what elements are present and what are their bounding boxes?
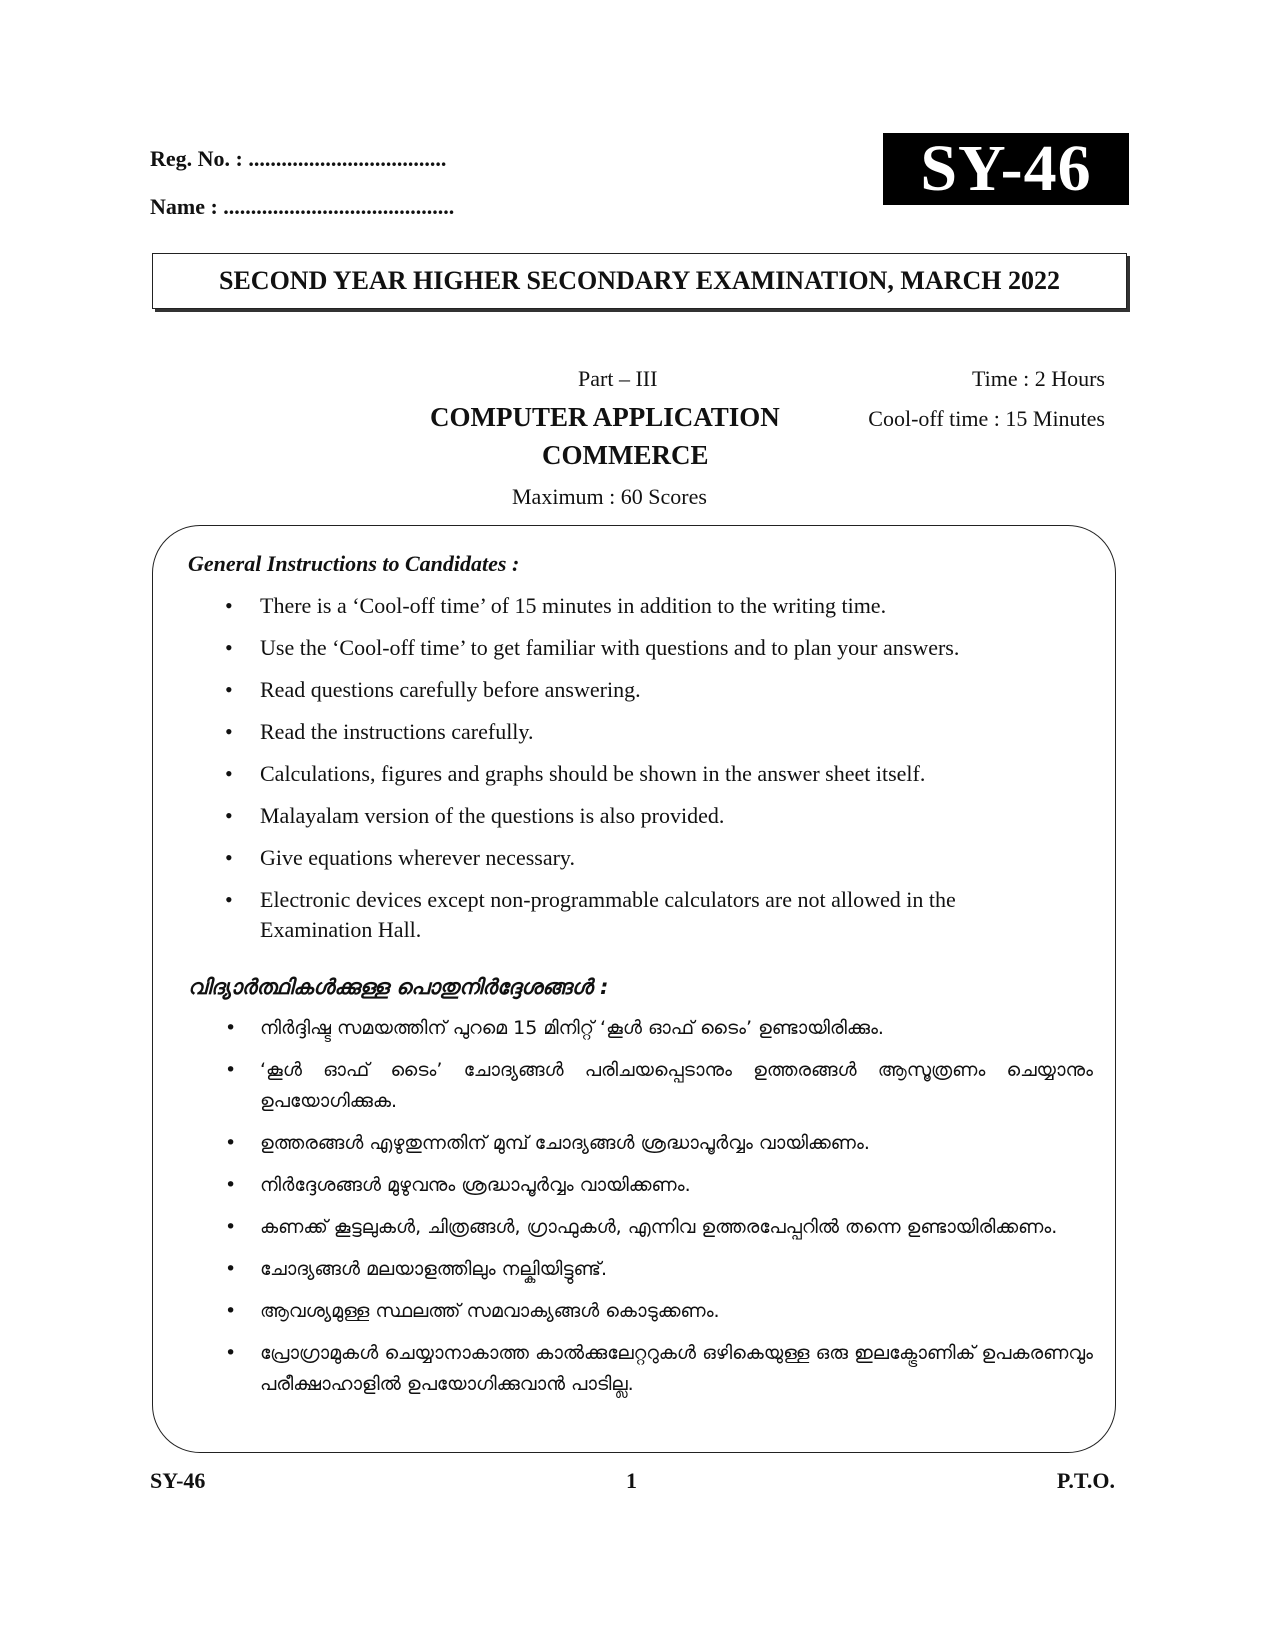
part-label: Part – III [578, 366, 658, 391]
list-item: • ആവശ്യമുള്ള സ്ഥലത്ത് സമവാക്യങ്ങൾ കൊടുക്കണം. [188, 1296, 1093, 1327]
list-item: • കണക്ക് കൂട്ടലുകൾ, ചിത്രങ്ങൾ, ഗ്രാഫുകൾ, എന്നിവ ഉത്തരപേപ്പറിൽ തന്നെ ഉണ്ടായിരിക്കണം. [188, 1212, 1093, 1243]
cool-off-label: Cool-off time : 15 Minutes [868, 406, 1105, 431]
page-number: 1 [626, 1468, 637, 1493]
bullet-icon: • [225, 761, 233, 786]
bullet-icon: • [225, 719, 233, 744]
stream-title: COMMERCE [542, 440, 709, 470]
bullet-icon: • [225, 635, 233, 660]
malayalam-instructions-heading: വിദ്യാർത്ഥികൾക്കുള്ള പൊതുനിർദ്ദേശങ്ങൾ : [188, 975, 609, 999]
list-item: • Give equations wherever necessary. [188, 843, 1068, 873]
malayalam-instructions-list [188, 1013, 1093, 1411]
list-item: • നിർദ്ദേശങ്ങൾ മുഴുവനും ശ്രദ്ധാപൂർവ്വം വായിക്കണം. [188, 1170, 1093, 1201]
bullet-icon: • [225, 1342, 237, 1364]
pto-label: P.T.O. [1056, 1468, 1115, 1493]
list-item: • Malayalam version of the questions is also provided. [188, 801, 1068, 831]
list-item: • Read the instructions carefully. [188, 717, 1068, 747]
bullet-icon: • [225, 887, 233, 912]
bullet-icon: • [225, 677, 233, 702]
list-item: • Use the ‘Cool-off time’ to get familiar with questions and to plan your answers. [188, 633, 1068, 663]
list-item: • Electronic devices except non-programmable calculators are not allowed in the Examination Hall. [225, 887, 956, 942]
bullet-icon: • [225, 1017, 237, 1039]
bullet-icon: • [225, 803, 233, 828]
bullet-icon: • [225, 1258, 237, 1280]
exam-title: SECOND YEAR HIGHER SECONDARY EXAMINATION, MARCH 2022 [152, 253, 1127, 309]
reg-no-field: Reg. No. : .................................... [150, 146, 447, 171]
name-field: Name : .......................................... [150, 194, 455, 219]
bullet-icon: • [225, 1132, 237, 1154]
english-instructions-list [188, 591, 1068, 957]
bullet-icon: • [225, 1174, 237, 1196]
list-item: • നിർദ്ദിഷ്ട സമയത്തിന് പുറമെ 15 മിനിറ്റ് ‘കൂൾ ഓഫ് ടൈം’ ഉണ്ടായിരിക്കും. [188, 1013, 1093, 1044]
bullet-icon: • [225, 1059, 237, 1081]
list-item: • ചോദ്യങ്ങൾ മലയാളത്തിലും നല്കിയിട്ടുണ്ട്. [188, 1254, 1093, 1285]
bullet-icon: • [225, 845, 233, 870]
max-score-label: Maximum : 60 Scores [512, 484, 707, 509]
time-label: Time : 2 Hours [971, 366, 1105, 391]
list-item: • പ്രോഗ്രാമുകൾ ചെയ്യാനാകാത്ത കാൽക്കുലേറ്ററുകൾ ഒഴികെയുള്ള ഒരു ഇലക്ട്രോണിക് ഉപകരണവും പരീക്ഷാഹാളിൽ ഉപയോഗിക്കുവാൻ പാടില്ല. [188, 1338, 1093, 1400]
list-item: • Read questions carefully before answering. [188, 675, 1068, 705]
subject-title: COMPUTER APPLICATION [430, 402, 780, 432]
list-item: • There is a ‘Cool-off time’ of 15 minutes in addition to the writing time. [188, 591, 1068, 621]
list-item: • Calculations, figures and graphs should be shown in the answer sheet itself. [188, 759, 1068, 789]
footer-paper-code: SY-46 [150, 1468, 206, 1493]
english-instructions-heading: General Instructions to Candidates : [188, 551, 520, 576]
paper-code-badge: SY-46 [883, 133, 1129, 205]
bullet-icon: • [225, 593, 233, 618]
list-item: • ഉത്തരങ്ങൾ എഴുതുന്നതിന് മുമ്പ് ചോദ്യങ്ങൾ ശ്രദ്ധാപൂർവ്വം വായിക്കണം. [188, 1128, 1093, 1159]
bullet-icon: • [225, 1300, 237, 1322]
list-item: • ‘കൂൾ ഓഫ് ടൈം’ ചോദ്യങ്ങൾ പരിചയപ്പെടാനും ഉത്തരങ്ങൾ ആസൂത്രണം ചെയ്യാനും ഉപയോഗിക്കുക. [188, 1055, 1093, 1117]
bullet-icon: • [225, 1216, 237, 1238]
